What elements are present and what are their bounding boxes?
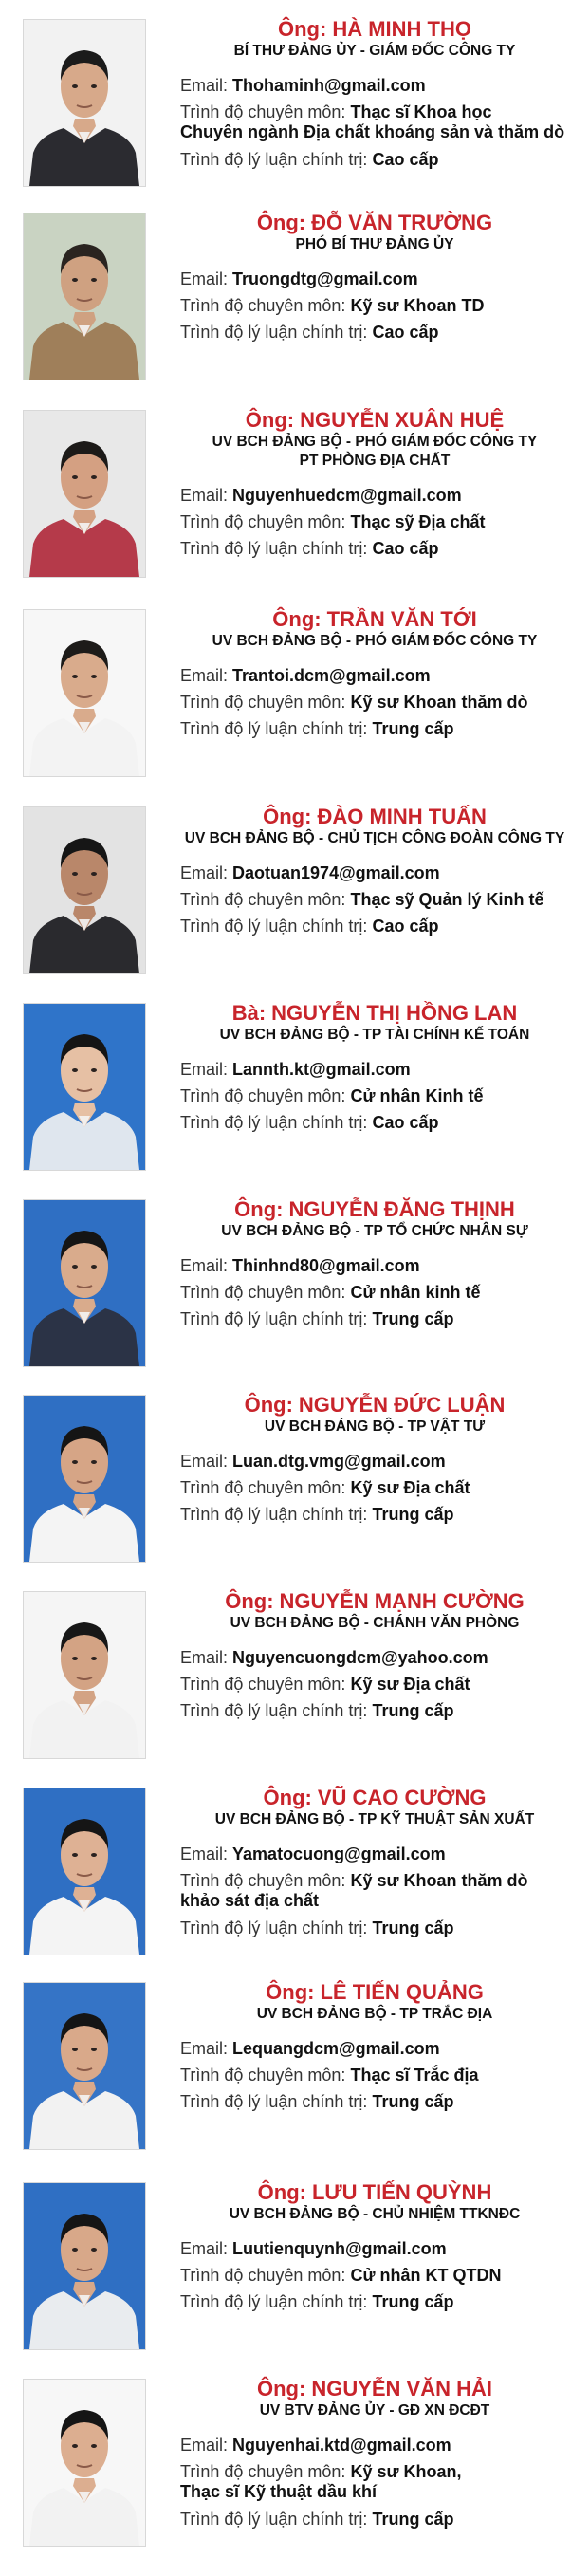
member-fullname: NGUYỄN MẠNH CƯỜNG — [279, 1589, 525, 1613]
member-details — [180, 2035, 569, 2115]
member-fullname: NGUYỄN XUÂN HUỆ — [300, 408, 505, 432]
email-row-label: Email: — [180, 2039, 229, 2058]
expertise-row-label: Trình độ chuyên môn: — [180, 890, 346, 909]
politics-row — [180, 1915, 569, 1941]
member-card — [0, 1786, 571, 1980]
member-info — [180, 607, 569, 742]
member-honorific: Ông: — [263, 1786, 312, 1809]
member-details — [180, 72, 569, 173]
member-honorific: Ông: — [256, 2377, 306, 2400]
email-row — [180, 662, 569, 689]
email-row — [180, 1448, 569, 1474]
member-details — [180, 2235, 569, 2315]
expertise-row — [180, 2062, 569, 2088]
member-portrait — [23, 609, 146, 777]
politics-row — [180, 535, 569, 562]
email-row-label: Email: — [180, 666, 229, 685]
member-card — [0, 805, 571, 999]
member-details — [180, 2432, 569, 2532]
politics-row-value: Trung cấp — [372, 1309, 454, 1328]
member-honorific: Ông: — [266, 1980, 315, 2004]
politics-row — [180, 2088, 569, 2115]
politics-row — [180, 2506, 569, 2532]
expertise-row-value: Thạc sỹ Địa chất — [350, 512, 486, 531]
politics-row-label: Trình độ lý luận chính trị: — [180, 539, 368, 558]
member-name — [180, 17, 569, 42]
email-row-value: Daotuan1974@gmail.com — [232, 863, 440, 882]
expertise-row-value: Kỹ sư Khoan TD — [350, 296, 485, 315]
politics-row-label: Trình độ lý luận chính trị: — [180, 1918, 368, 1937]
member-position: UV BCH ĐẢNG BỘ - TP TÀI CHÍNH KẾ TOÁN — [219, 1027, 530, 1043]
politics-row-label: Trình độ lý luận chính trị: — [180, 150, 368, 169]
email-row-value: Thohaminh@gmail.com — [232, 76, 426, 95]
expertise-row — [180, 1474, 569, 1501]
member-honorific: Ông: — [272, 607, 322, 631]
member-fullname: HÀ MINH THỌ — [332, 17, 471, 41]
expertise-row-value: Kỹ sư Khoan thăm dò — [350, 1871, 528, 1890]
member-portrait — [23, 19, 146, 187]
member-card — [0, 2180, 571, 2375]
member-name — [180, 1197, 569, 1222]
email-row-label: Email: — [180, 1844, 229, 1863]
member-portrait — [23, 806, 146, 974]
member-name — [180, 1393, 569, 1418]
email-row-label: Email: — [180, 2239, 229, 2258]
member-details — [180, 482, 569, 562]
politics-row — [180, 1306, 569, 1332]
expertise-row-label: Trình độ chuyên môn: — [180, 1086, 346, 1105]
politics-row-value: Cao cấp — [372, 150, 439, 169]
expertise-row-label: Trình độ chuyên môn: — [180, 2066, 346, 2085]
member-fullname: NGUYỄN THỊ HỒNG LAN — [271, 1001, 518, 1025]
politics-row-value: Trung cấp — [372, 1918, 454, 1937]
member-honorific: Ông: — [225, 1589, 274, 1613]
member-details — [180, 1448, 569, 1528]
member-name — [180, 805, 569, 829]
member-info — [180, 1197, 569, 1332]
member-info — [180, 1393, 569, 1528]
member-position: BÍ THƯ ĐẢNG ỦY - GIÁM ĐỐC CÔNG TY — [233, 43, 516, 59]
politics-row — [180, 319, 569, 345]
politics-row — [180, 146, 569, 173]
member-name — [180, 1786, 569, 1810]
expertise-row-value: Kỹ sư Khoan thăm dò — [350, 693, 528, 712]
member-info — [180, 1589, 569, 1724]
member-info — [180, 1786, 569, 1941]
member-card — [0, 408, 571, 602]
member-honorific: Ông: — [244, 1393, 293, 1417]
email-row-label: Email: — [180, 1648, 229, 1667]
email-row-value: Nguyencuongdcm@yahoo.com — [232, 1648, 488, 1667]
politics-row-label: Trình độ lý luận chính trị: — [180, 1505, 368, 1524]
member-fullname: ĐỖ VĂN TRƯỜNG — [311, 211, 493, 234]
member-name — [180, 1980, 569, 2005]
expertise-row-label: Trình độ chuyên môn: — [180, 2266, 346, 2285]
email-row-label: Email: — [180, 1060, 229, 1079]
member-position: UV BCH ĐẢNG BỘ - PHÓ GIÁM ĐỐC CÔNG TY — [212, 434, 538, 450]
email-row — [180, 1841, 569, 1867]
email-row — [180, 266, 569, 292]
email-row-label: Email: — [180, 1256, 229, 1275]
member-honorific: Ông: — [257, 2180, 306, 2204]
member-info — [180, 805, 569, 939]
member-info — [180, 211, 569, 345]
politics-row-value: Trung cấp — [372, 719, 454, 738]
member-fullname: LÊ TIẾN QUẢNG — [320, 1980, 484, 2004]
expertise-continuation — [180, 121, 569, 146]
email-row-label: Email: — [180, 2436, 229, 2455]
politics-row-value: Cao cấp — [372, 1113, 439, 1132]
expertise-row-value: Thạc sỹ Quản lý Kinh tế — [350, 890, 544, 909]
member-fullname: ĐÀO MINH TUẤN — [317, 805, 487, 828]
expertise-row — [180, 2262, 569, 2289]
expertise-row-value: Thạc sĩ Trắc địa — [350, 2066, 479, 2085]
expertise-row-label: Trình độ chuyên môn: — [180, 1871, 346, 1890]
politics-row-label: Trình độ lý luận chính trị: — [180, 2092, 368, 2111]
expertise-row-value: Thạc sĩ Khoa học — [350, 102, 492, 121]
email-row-value: Luan.dtg.vmg@gmail.com — [232, 1452, 446, 1471]
member-details — [180, 266, 569, 345]
email-row — [180, 2235, 569, 2262]
member-details — [180, 1252, 569, 1332]
politics-row-label: Trình độ lý luận chính trị: — [180, 1701, 368, 1720]
politics-row — [180, 1109, 569, 1136]
member-honorific: Bà: — [231, 1001, 267, 1025]
email-row-value: Lannth.kt@gmail.com — [232, 1060, 411, 1079]
email-row-label: Email: — [180, 269, 229, 288]
politics-row — [180, 715, 569, 742]
member-card — [0, 1980, 571, 2175]
politics-row-label: Trình độ lý luận chính trị: — [180, 1113, 368, 1132]
expertise-row — [180, 886, 569, 913]
expertise-row — [180, 1671, 569, 1697]
expertise-row-label: Trình độ chuyên môn: — [180, 1283, 346, 1302]
member-card — [0, 2377, 571, 2571]
politics-row-value: Cao cấp — [372, 917, 439, 936]
email-row-value: Lequangdcm@gmail.com — [232, 2039, 440, 2058]
email-row — [180, 2432, 569, 2458]
email-row-value: Trantoi.dcm@gmail.com — [232, 666, 431, 685]
email-row — [180, 1252, 569, 1279]
member-position: UV BCH ĐẢNG BỘ - TP KỸ THUẬT SẢN XUẤT — [214, 1811, 535, 1827]
member-portrait — [23, 1788, 146, 1955]
member-name — [180, 408, 569, 433]
expertise-row-label: Trình độ chuyên môn: — [180, 296, 346, 315]
member-honorific: Ông: — [245, 408, 295, 432]
expertise-row — [180, 509, 569, 535]
email-row-label: Email: — [180, 76, 229, 95]
expertise-row — [180, 1083, 569, 1109]
member-name — [180, 1001, 569, 1026]
member-portrait — [23, 2379, 146, 2547]
politics-row-value: Trung cấp — [372, 1701, 454, 1720]
member-portrait — [23, 1395, 146, 1563]
politics-row-label: Trình độ lý luận chính trị: — [180, 719, 368, 738]
email-row-value: Thinhnd80@gmail.com — [232, 1256, 420, 1275]
member-details — [180, 1644, 569, 1724]
politics-row — [180, 2289, 569, 2315]
member-details — [180, 1056, 569, 1136]
politics-row-label: Trình độ lý luận chính trị: — [180, 2292, 368, 2311]
expertise-row — [180, 292, 569, 319]
member-card — [0, 1393, 571, 1587]
expertise-row-label: Trình độ chuyên môn: — [180, 1675, 346, 1694]
expertise-continuation-value: khảo sát địa chất — [180, 1891, 320, 1910]
expertise-row-label: Trình độ chuyên môn: — [180, 1478, 346, 1497]
email-row-value: Luutienquynh@gmail.com — [232, 2239, 447, 2258]
expertise-row-value: Cử nhân Kinh tế — [350, 1086, 484, 1105]
email-row-label: Email: — [180, 863, 229, 882]
member-portrait — [23, 1199, 146, 1367]
politics-row-label: Trình độ lý luận chính trị: — [180, 323, 368, 342]
politics-row-value: Trung cấp — [372, 2292, 454, 2311]
member-honorific: Ông: — [234, 1197, 284, 1221]
email-row-label: Email: — [180, 486, 229, 505]
member-position: UV BCH ĐẢNG BỘ - CHÁNH VĂN PHÒNG — [230, 1615, 520, 1631]
member-position: UV BCH ĐẢNG BỘ - CHỦ NHIỆM TTKNĐC — [229, 2206, 521, 2222]
member-info — [180, 2377, 569, 2532]
expertise-row-value: Kỹ sư Địa chất — [350, 1675, 470, 1694]
email-row-value: Yamatocuong@gmail.com — [232, 1844, 446, 1863]
member-portrait — [23, 1982, 146, 2150]
politics-row-value: Cao cấp — [372, 539, 439, 558]
member-position: UV BCH ĐẢNG BỘ - TP TRẮC ĐỊA — [256, 2006, 493, 2022]
member-position: UV BCH ĐẢNG BỘ - TP VẬT TƯ — [264, 1418, 486, 1435]
member-fullname: NGUYỄN ĐĂNG THỊNH — [288, 1197, 515, 1221]
member-position: PHÓ BÍ THƯ ĐẢNG ỦY — [295, 236, 454, 252]
member-fullname: TRẦN VĂN TỚI — [326, 607, 477, 631]
member-fullname: VŨ CAO CƯỜNG — [317, 1786, 487, 1809]
politics-row-label: Trình độ lý luận chính trị: — [180, 2510, 368, 2529]
member-card — [0, 1589, 571, 1784]
member-fullname: NGUYỄN ĐỨC LUẬN — [298, 1393, 506, 1417]
politics-row-value: Trung cấp — [372, 2510, 454, 2529]
politics-row-value: Cao cấp — [372, 323, 439, 342]
expertise-continuation-value: Thạc sĩ Kỹ thuật dầu khí — [180, 2482, 378, 2501]
email-row-value: Nguyenhai.ktd@gmail.com — [232, 2436, 451, 2455]
member-portrait — [23, 213, 146, 380]
expertise-row-label: Trình độ chuyên môn: — [180, 102, 346, 121]
politics-row-value: Trung cấp — [372, 1505, 454, 1524]
member-info — [180, 1001, 569, 1136]
expertise-row-label: Trình độ chuyên môn: — [180, 693, 346, 712]
member-card — [0, 1001, 571, 1195]
email-row-value: Nguyenhuedcm@gmail.com — [232, 486, 462, 505]
member-name — [180, 1589, 569, 1614]
member-card — [0, 17, 571, 212]
email-row — [180, 1056, 569, 1083]
expertise-row — [180, 689, 569, 715]
member-name — [180, 2180, 569, 2205]
member-fullname: NGUYỄN VĂN HẢI — [311, 2377, 492, 2400]
member-honorific: Ông: — [278, 17, 327, 41]
member-info — [180, 17, 569, 173]
member-fullname: LƯU TIẾN QUỲNH — [311, 2180, 492, 2204]
expertise-row-value: Kỹ sư Khoan, — [350, 2462, 462, 2481]
member-position: UV BCH ĐẢNG BỘ - TP TỔ CHỨC NHÂN SỰ — [221, 1223, 528, 1239]
member-honorific: Ông: — [256, 211, 306, 234]
member-card — [0, 211, 571, 405]
email-row — [180, 860, 569, 886]
member-info — [180, 408, 569, 562]
expertise-row-value: Kỹ sư Địa chất — [350, 1478, 470, 1497]
member-details — [180, 662, 569, 742]
email-row-label: Email: — [180, 1452, 229, 1471]
email-row — [180, 482, 569, 509]
member-honorific: Ông: — [263, 805, 312, 828]
politics-row — [180, 913, 569, 939]
email-row — [180, 1644, 569, 1671]
member-info — [180, 2180, 569, 2315]
member-name — [180, 211, 569, 235]
member-portrait — [23, 410, 146, 578]
member-portrait — [23, 1591, 146, 1759]
expertise-row — [180, 1279, 569, 1306]
politics-row-value: Trung cấp — [372, 2092, 454, 2111]
member-position: UV BTV ĐẢNG ỦY - GĐ XN ĐCĐT — [259, 2402, 490, 2418]
expertise-row-value: Cử nhân kinh tế — [350, 1283, 481, 1302]
expertise-row-label: Trình độ chuyên môn: — [180, 2462, 346, 2481]
member-card — [0, 1197, 571, 1392]
member-card — [0, 607, 571, 802]
member-position: PT PHÒNG ĐỊA CHẤT — [299, 453, 451, 469]
email-row-value: Truongdtg@gmail.com — [232, 269, 418, 288]
politics-row — [180, 1501, 569, 1528]
member-name — [180, 2377, 569, 2401]
member-name — [180, 607, 569, 632]
email-row — [180, 72, 569, 99]
member-portrait — [23, 2182, 146, 2350]
email-row — [180, 2035, 569, 2062]
politics-row — [180, 1697, 569, 1724]
politics-row-label: Trình độ lý luận chính trị: — [180, 917, 368, 936]
member-position: UV BCH ĐẢNG BỘ - CHỦ TỊCH CÔNG ĐOÀN CÔNG TY — [184, 830, 565, 846]
politics-row-label: Trình độ lý luận chính trị: — [180, 1309, 368, 1328]
member-details — [180, 860, 569, 939]
expertise-row-value: Cử nhân KT QTDN — [350, 2266, 502, 2285]
member-portrait — [23, 1003, 146, 1171]
expertise-continuation-value: Chuyên ngành Địa chất khoáng sản và thăm dò — [180, 122, 565, 141]
expertise-continuation — [180, 2481, 569, 2506]
expertise-row-label: Trình độ chuyên môn: — [180, 512, 346, 531]
member-info — [180, 1980, 569, 2115]
member-position: UV BCH ĐẢNG BỘ - PHÓ GIÁM ĐỐC CÔNG TY — [212, 633, 538, 649]
member-details — [180, 1841, 569, 1941]
